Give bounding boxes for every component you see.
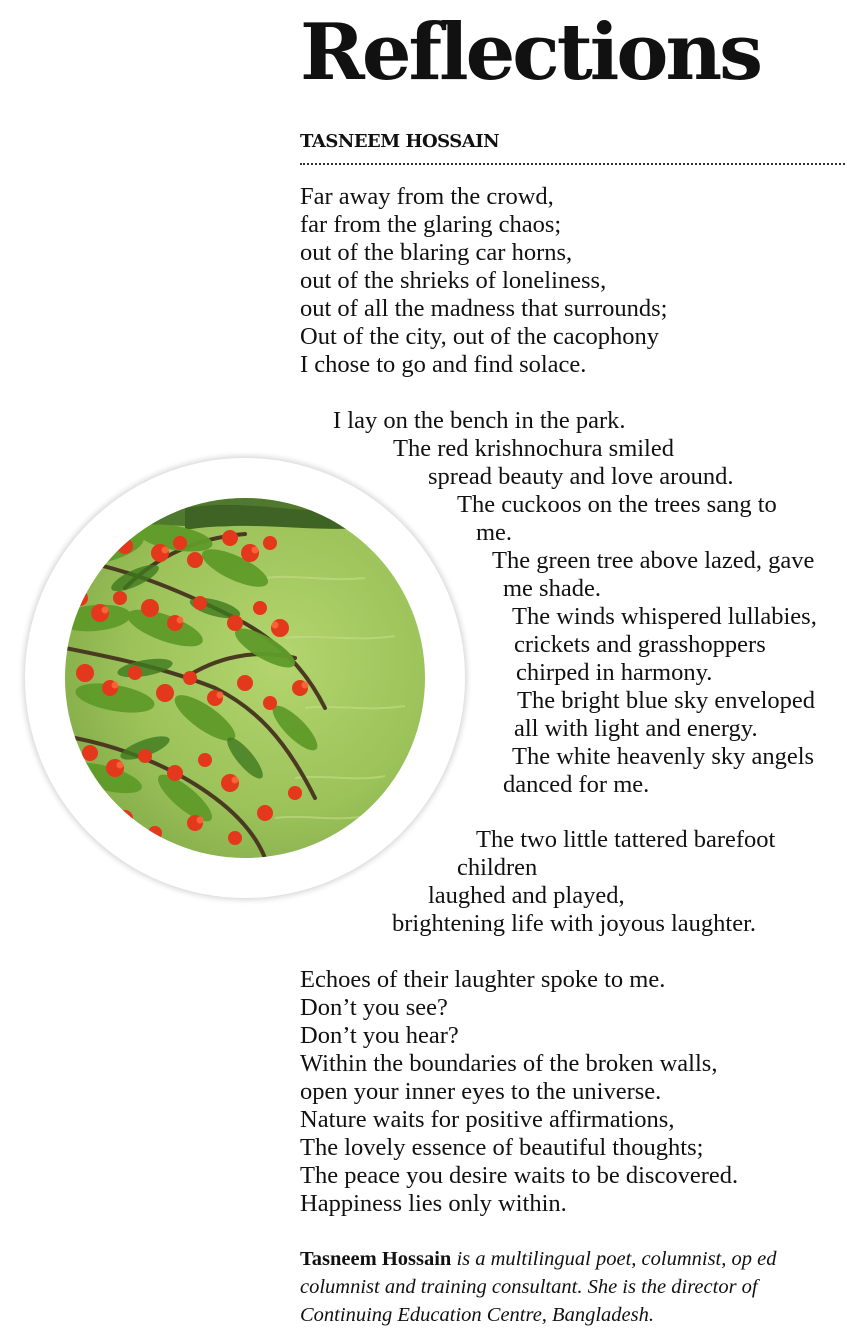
poem-line: crickets and grasshoppers: [514, 631, 766, 658]
poem-line: children: [457, 854, 538, 881]
poem-line: Don’t you hear?: [300, 1022, 459, 1049]
bio-text: is a multilingual poet, columnist, op ed columnist and training consultant. She is the director of Continuing Education Centre, Bangladesh.: [300, 1248, 777, 1326]
poem-line: out of the shrieks of loneliness,: [300, 267, 607, 294]
poem-line: out of all the madness that surrounds;: [300, 295, 668, 322]
author-name: TASNEEM HOSSAIN: [300, 131, 500, 152]
poem-line: me shade.: [503, 575, 601, 602]
poem-line: out of the blaring car horns,: [300, 239, 573, 266]
poem-line: Within the boundaries of the broken walls,: [300, 1050, 718, 1077]
poem-line: Far away from the crowd,: [300, 183, 554, 210]
poem-line: The peace you desire waits to be discovered.: [300, 1162, 739, 1189]
poem-line: me.: [476, 519, 513, 546]
poem-line: open your inner eyes to the universe.: [300, 1078, 662, 1105]
author-bio: [300, 1245, 845, 1329]
poem-line: all with light and energy.: [514, 715, 758, 742]
poem-line: danced for me.: [503, 771, 650, 798]
poem-line: Nature waits for positive affirmations,: [300, 1106, 675, 1133]
krishnochura-flowers-photo-icon: [65, 498, 425, 858]
poem-line: I lay on the bench in the park.: [333, 407, 626, 434]
poem-line: I chose to go and find solace.: [300, 351, 587, 378]
poem-line: Don’t you see?: [300, 994, 448, 1021]
poem-line: laughed and played,: [428, 882, 625, 909]
poem-line: The red krishnochura smiled: [393, 435, 674, 462]
bio-author-name: Tasneem Hossain: [300, 1248, 452, 1270]
poem-title: Reflections: [300, 7, 761, 98]
poem-line: The two little tattered barefoot: [476, 826, 776, 853]
poem-line: spread beauty and love around.: [428, 463, 734, 490]
poem-line: The lovely essence of beautiful thoughts;: [300, 1134, 704, 1161]
poem-line: Out of the city, out of the cacophony: [300, 323, 660, 350]
poem-line: The white heavenly sky angels: [512, 743, 815, 770]
krishnochura-photo: [25, 458, 465, 898]
dotted-divider: [300, 163, 845, 165]
poem-line: Echoes of their laughter spoke to me.: [300, 966, 666, 993]
poem-line: The green tree above lazed, gave: [492, 547, 815, 574]
poem-line: far from the glaring chaos;: [300, 211, 562, 238]
poem-line: brightening life with joyous laughter.: [392, 910, 757, 937]
poem-line: The cuckoos on the trees sang to: [457, 491, 777, 518]
poem-line: chirped in harmony.: [516, 659, 713, 686]
poem-line: The winds whispered lullabies,: [512, 603, 817, 630]
poem-line: Happiness lies only within.: [300, 1190, 567, 1217]
poem-line: The bright blue sky enveloped: [517, 687, 816, 714]
